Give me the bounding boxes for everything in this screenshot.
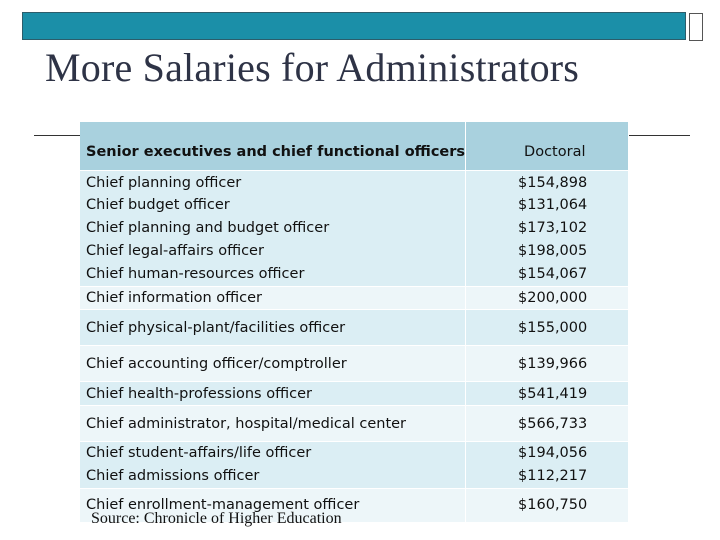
row-salary: $131,064	[518, 197, 588, 214]
table-row	[80, 287, 628, 310]
table-row	[80, 310, 628, 346]
row-salary: $173,102	[518, 220, 588, 237]
header-degree: Doctoral	[466, 122, 628, 171]
row-title: Chief budget officer	[86, 197, 230, 214]
row-salary: $541,419	[466, 382, 628, 406]
divider-left	[34, 135, 84, 136]
row-title: Chief physical-plant/facilities officer	[80, 310, 466, 346]
table-header-row	[80, 122, 628, 171]
table-row	[80, 442, 628, 489]
row-title: Chief planning and budget officer	[86, 220, 330, 237]
row-title: Chief admissions officer	[86, 467, 260, 484]
row-title: Chief enrollment-management officer	[80, 488, 466, 522]
row-title: Chief administrator, hospital/medical center	[80, 406, 466, 442]
slide-title: More Salaries for Administrators	[45, 45, 580, 90]
row-salary: $566,733	[466, 406, 628, 442]
row-title: Chief accounting officer/comptroller	[80, 346, 466, 382]
row-salary: $154,067	[518, 265, 588, 282]
divider-right	[629, 135, 690, 136]
table-row	[80, 382, 628, 406]
row-title: Chief legal-affairs officer	[86, 242, 264, 259]
row-salary: $155,000	[466, 310, 628, 346]
row-title: Chief planning officer	[86, 174, 242, 191]
row-salary: $160,750	[466, 488, 628, 522]
row-salary: $200,000	[466, 287, 628, 310]
source-citation: Source: Chronicle of Higher Education	[91, 510, 342, 527]
row-title: Chief human-resources officer	[86, 265, 305, 282]
table-row	[80, 406, 628, 442]
table-row	[80, 171, 628, 287]
row-title: Chief health-professions officer	[80, 382, 466, 406]
corner-decoration	[689, 13, 703, 41]
row-salary: $112,217	[518, 467, 588, 484]
table-row	[80, 346, 628, 382]
header-title: Senior executives and chief functional officers	[80, 122, 466, 171]
row-title: Chief information officer	[80, 287, 466, 310]
title-bar-accent	[22, 12, 686, 40]
row-salary: $198,005	[518, 242, 588, 259]
row-title: Chief student-affairs/life officer	[86, 445, 312, 461]
row-salary: $154,898	[518, 174, 588, 191]
row-salary: $194,056	[518, 445, 588, 461]
salary-table	[80, 122, 628, 523]
row-salary: $139,966	[466, 346, 628, 382]
